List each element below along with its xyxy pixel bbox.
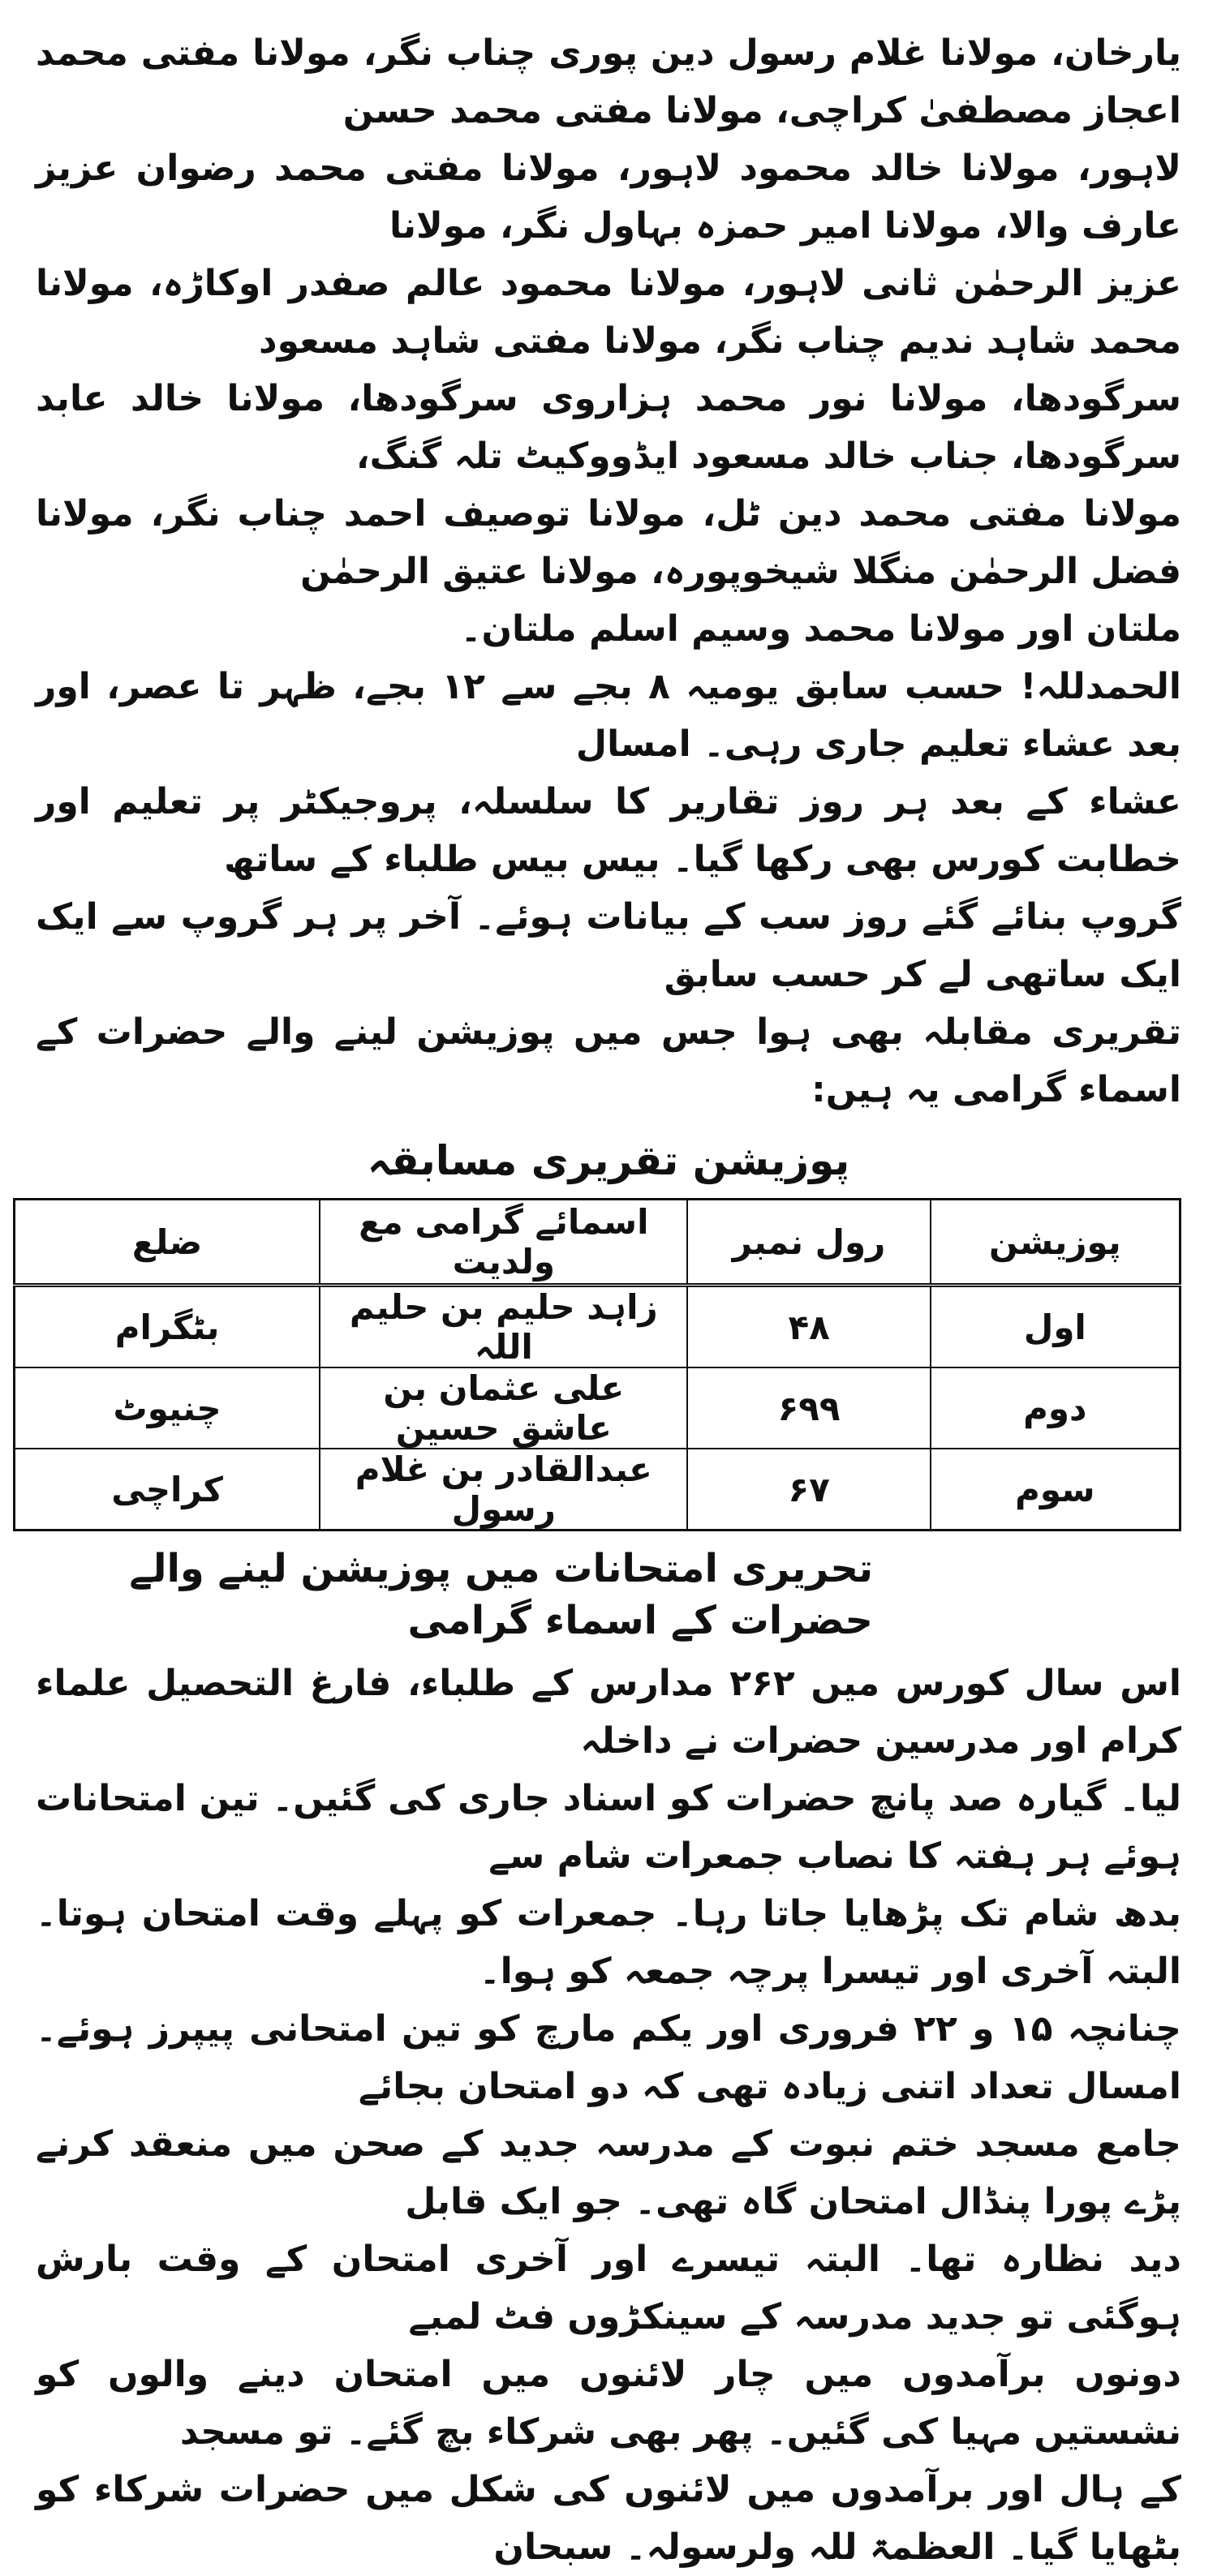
- cell-position: سوم: [931, 1449, 1180, 1531]
- exams-line: کے ہال اور برآمدوں میں لائنوں کی شکل میں حضرات شرکاء کو بٹھایا گیا۔ العظمۃ للہ ولرسولہ۔ سبحان: [36, 2469, 1181, 2568]
- training-line: عشاء کے بعد ہر روز تقاریر کا سلسلہ، پروجیکٹر پر تعلیم اور خطابت کورس بھی رکھا گیا۔ بیس بیس طلباء کے ساتھ: [36, 781, 1181, 880]
- exams-line: دونوں برآمدوں میں چار لائنوں میں امتحان دینے والوں کو نشستیں مہیا کی گئیں۔ پھر بھی شرکاء بچ گئے۔ تو مسجد: [36, 2354, 1181, 2453]
- exams-paragraph: [36, 1655, 1181, 2576]
- cell-position: دوم: [931, 1367, 1180, 1449]
- cell-name: زاہد حلیم بن حلیم اللہ: [320, 1286, 687, 1368]
- exams-line: دید نظارہ تھا۔ البتہ تیسرے اور آخری امتحان کے وقت بارش ہوگئی تو جدید مدرسہ کے سینکڑوں فٹ لمبے: [36, 2239, 1181, 2338]
- intro-line: سرگودھا، مولانا نور محمد ہزاروی سرگودھا، مولانا خالد عابد سرگودھا، جناب خالد مسعود ایڈووکیٹ تلہ گنگ،: [36, 378, 1181, 477]
- intro-line: مولانا مفتی محمد دین ٹل، مولانا توصیف احمد چناب نگر، مولانا فضل الرحمٰن منگلا شیخوپورہ، مولانا عتیق الرحمٰن: [36, 493, 1181, 592]
- table-row: [15, 1286, 1180, 1368]
- table-row: [15, 1449, 1180, 1531]
- exams-line: اس سال کورس میں ۲۶۲ مدارس کے طلباء، فارغ التحصیل علماء کرام اور مدرسین حضرات نے داخلہ: [36, 1663, 1181, 1762]
- cell-roll-number: ۴۸: [687, 1286, 930, 1368]
- table-header-row: [15, 1200, 1180, 1286]
- exams-line: چنانچہ ۱۵ و ۲۲ فروری اور یکم مارچ کو تین امتحانی پیپرز ہوئے۔ امسال تعداد اتنی زیادہ تھی کہ دو امتحان بجائے: [36, 2008, 1181, 2107]
- table-row: [15, 1367, 1180, 1449]
- training-paragraph: [36, 658, 1181, 1118]
- cell-name: علی عثمان بن عاشق حسین: [320, 1367, 687, 1449]
- intro-line: عزیز الرحمٰن ثانی لاہور، مولانا محمود عالم صفدر اوکاڑہ، مولانا محمد شاہد ندیم چناب نگر، مولانا مفتی شاہد مسعود: [36, 263, 1181, 362]
- cell-district: کراچی: [15, 1449, 320, 1531]
- header-name: اسمائے گرامی مع ولدیت: [320, 1200, 687, 1286]
- intro-line: ملتان اور مولانا محمد وسیم اسلم ملتان۔: [460, 608, 1181, 650]
- header-roll-number: رول نمبر: [687, 1200, 930, 1286]
- header-position: پوزیشن: [931, 1200, 1180, 1286]
- cell-name: عبدالقادر بن غلام رسول: [320, 1449, 687, 1531]
- intro-line: لاہور، مولانا خالد محمود لاہور، مولانا مفتی محمد رضوان عزیز عارف والا، مولانا امیر حمزہ بہاول نگر، مولانا: [36, 148, 1181, 247]
- exams-line: بدھ شام تک پڑھایا جاتا رہا۔ جمعرات کو پہلے وقت امتحان ہوتا۔ البتہ آخری اور تیسرا پرچہ جمعہ کو ہوا۔: [36, 1893, 1181, 1992]
- written-exams-title: تحریری امتحانات میں پوزیشن لینے والے حضرات کے اسماء گرامی: [129, 1546, 873, 1643]
- positions-table: [13, 1198, 1181, 1531]
- training-line: الحمدللہ! حسب سابق یومیہ ۸ بجے سے ۱۲ بجے، ظہر تا عصر، اور بعد عشاء تعلیم جاری رہی۔ امسال: [36, 666, 1181, 765]
- cell-district: بٹگرام: [15, 1286, 320, 1368]
- exams-line: جامع مسجد ختم نبوت کے مدرسہ جدید کے صحن میں منعقد کرنے پڑے پورا پنڈال امتحان گاہ تھی۔ جو ایک قابل: [36, 2123, 1181, 2222]
- speech-competition-title: پوزیشن تقریری مسابقہ: [367, 1137, 850, 1184]
- intro-paragraph: [36, 24, 1181, 658]
- cell-district: چنیوٹ: [15, 1367, 320, 1449]
- training-line: تقریری مقابلہ بھی ہوا جس میں پوزیشن لینے والے حضرات کے اسماء گرامی یہ ہیں:: [36, 1011, 1181, 1110]
- header-district: ضلع: [15, 1200, 320, 1286]
- exams-line: لیا۔ گیارہ صد پانچ حضرات کو اسناد جاری کی گئیں۔ تین امتحانات ہوئے ہر ہفتہ کا نصاب جمعرات شام سے: [36, 1778, 1181, 1877]
- cell-roll-number: ۶۷: [687, 1449, 930, 1531]
- cell-roll-number: ۶۹۹: [687, 1367, 930, 1449]
- cell-position: اول: [931, 1286, 1180, 1368]
- intro-line: یارخان، مولانا غلام رسول دین پوری چناب نگر، مولانا مفتی محمد اعجاز مصطفیٰ کراچی، مولانا مفتی محمد حسن: [36, 32, 1181, 131]
- training-line: گروپ بنائے گئے روز سب کے بیانات ہوئے۔ آخر پر ہر گروپ سے ایک ایک ساتھی لے کر حسب سابق: [36, 896, 1181, 995]
